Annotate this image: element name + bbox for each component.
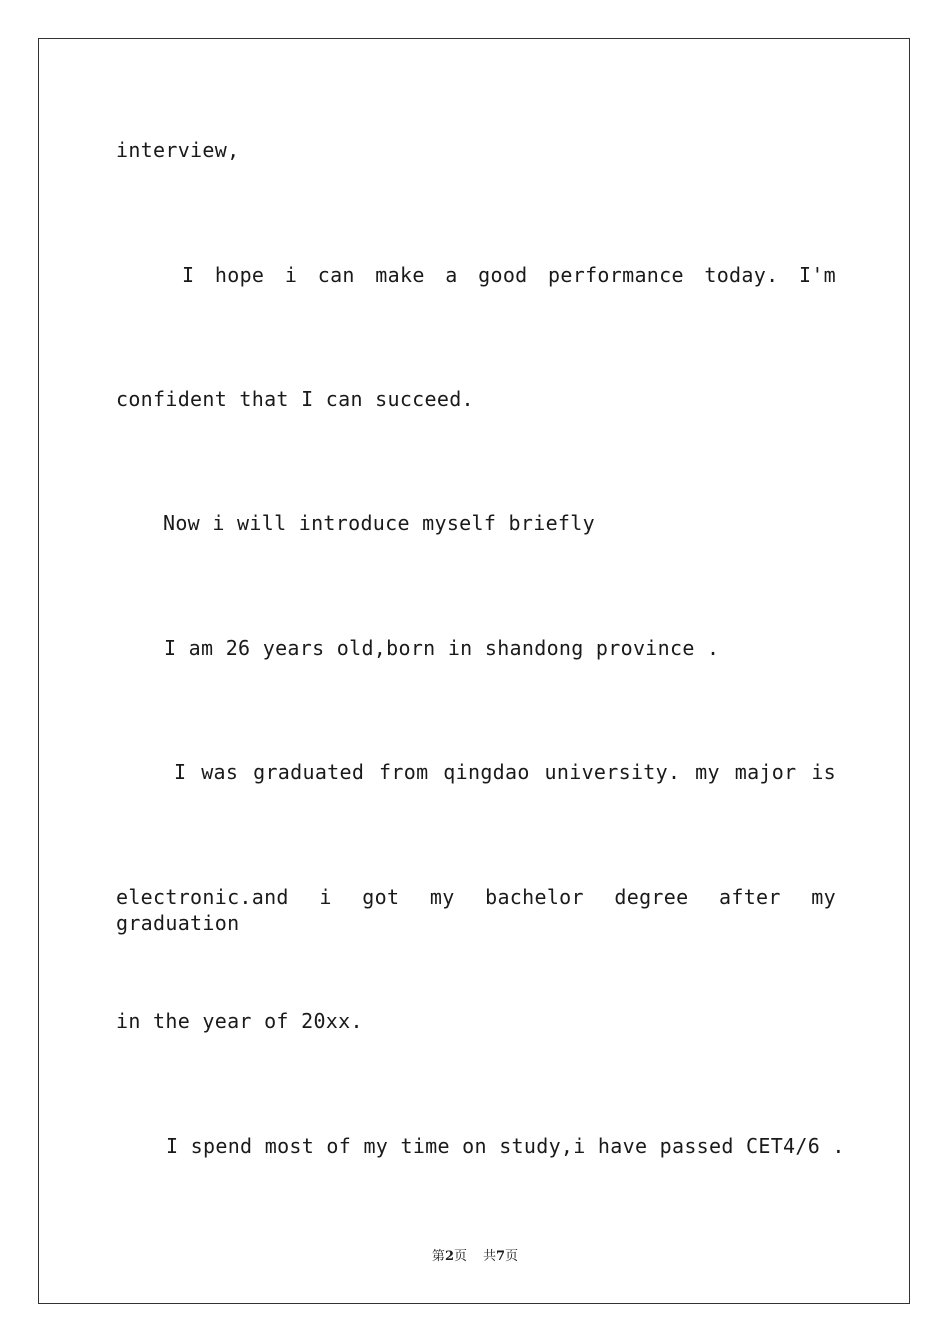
total-pages-prefix: 共 <box>483 1249 497 1264</box>
page-number-prefix: 第 <box>431 1249 445 1264</box>
current-page-number: 2 <box>444 1249 454 1264</box>
paragraph-line: Now i will introduce myself briefly <box>163 511 595 535</box>
page-number-suffix: 页 <box>453 1249 467 1264</box>
total-pages-suffix: 页 <box>505 1249 519 1264</box>
paragraph-line: electronic.and i got my bachelor degree after my graduation <box>116 885 836 935</box>
paragraph-line: in the year of 20xx. <box>116 1009 363 1033</box>
paragraph-line: I am 26 years old,born in shandong province . <box>164 636 720 660</box>
paragraph-line: I hope i can make a good performance today. I'm <box>182 263 836 287</box>
paragraph-line: confident that I can succeed. <box>116 387 474 411</box>
paragraph-line: interview, <box>116 138 240 162</box>
total-pages-number: 7 <box>496 1249 506 1264</box>
paragraph-line: I spend most of my time on study,i have passed CET4/6 . <box>166 1134 845 1158</box>
page-footer <box>0 1248 950 1266</box>
paragraph-line: I was graduated from qingdao university. my major is <box>174 760 836 784</box>
page-border <box>38 38 910 1304</box>
